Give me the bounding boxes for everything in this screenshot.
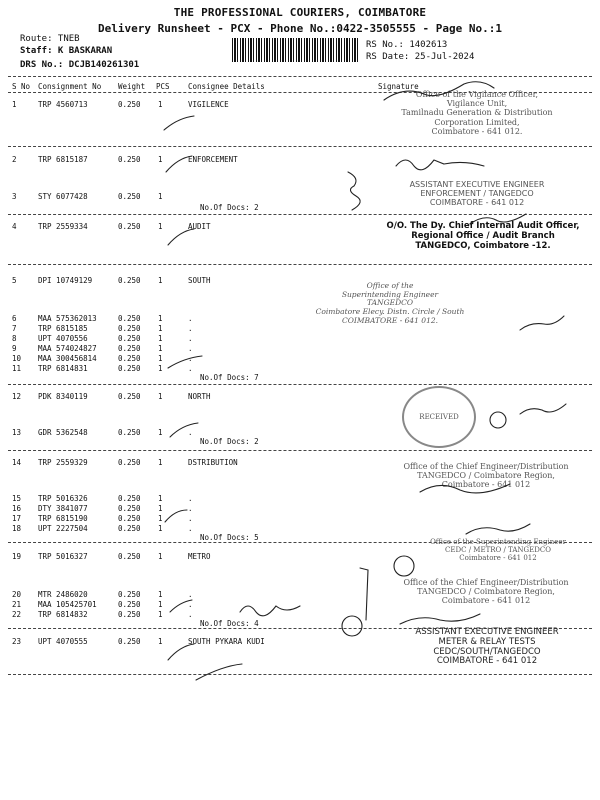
row-consignment: DTY 3841077 [38, 504, 88, 513]
row-sno: 1 [12, 100, 17, 109]
circle-mark [342, 616, 362, 636]
stamp-line: Office of the Chief Engineer/Distribution [403, 462, 569, 471]
row-consignment: TRP 2559334 [38, 222, 88, 231]
group-divider [8, 146, 592, 147]
stamp-chief-engineer-2 [376, 578, 596, 606]
docs-count: No.Of Docs: 7 [200, 373, 259, 382]
row-consignment: MAA 300456814 [38, 354, 97, 363]
row-consignment: TRP 6814832 [38, 610, 88, 619]
row-consignment: TRP 4560713 [38, 100, 88, 109]
row-pcs: 1 [158, 428, 163, 437]
row-weight: 0.250 [118, 504, 141, 513]
row-weight: 0.250 [118, 524, 141, 533]
row-sno: 3 [12, 192, 17, 201]
stamp-line: TANGEDCO / Coimbatore Region, [417, 587, 555, 597]
row-pcs: 1 [158, 192, 163, 201]
row-consignee: METRO [188, 552, 211, 561]
row-weight: 0.250 [118, 344, 141, 353]
row-consignee: SOUTH PYKARA KUDI [188, 637, 265, 646]
row-weight: 0.250 [118, 276, 141, 285]
signature-scrawl [400, 614, 480, 624]
row-consignment: STY 6077428 [38, 192, 88, 201]
docs-count: No.Of Docs: 5 [200, 533, 259, 542]
row-consignment: TRP 5016326 [38, 494, 88, 503]
route: Route: TNEB [20, 34, 80, 44]
stamp-line: Office of the Superintending Engineer [430, 538, 566, 546]
row-sno: 20 [12, 590, 22, 599]
stamp-audit [372, 222, 594, 251]
staff: Staff: K BASKARAN [20, 46, 113, 56]
stamp-line: Office of the Vigilance Officer, [415, 90, 539, 99]
row-consignment: UPT 4070555 [38, 637, 88, 646]
row-consignment: MAA 575362013 [38, 314, 97, 323]
stamp-line: ENFORCEMENT / TANGEDCO [420, 189, 534, 199]
col-consignee: Consignee Details [188, 82, 265, 91]
row-weight: 0.250 [118, 392, 141, 401]
row-weight: 0.250 [118, 494, 141, 503]
group-divider [8, 214, 592, 215]
row-weight: 0.250 [118, 637, 141, 646]
row-weight: 0.250 [118, 600, 141, 609]
row-pcs: 1 [158, 504, 163, 513]
stamp-line: Tamilnadu Generation & Distribution [401, 108, 553, 118]
stamp-line: CEDC / METRO / TANGEDCO [445, 546, 551, 555]
tick-mark [170, 423, 198, 437]
tick-mark [196, 664, 242, 680]
row-consignment: TRP 6814831 [38, 364, 88, 373]
row-pcs: 1 [158, 155, 163, 164]
row-pcs: 1 [158, 458, 163, 467]
row-sno: 12 [12, 392, 22, 401]
stamp-line: O/O. The Dy. Chief Internal Audit Officer, [386, 221, 580, 231]
col-weight: Weight [118, 82, 146, 91]
stamp-line: Office of the Chief Engineer/Distribution [403, 578, 569, 587]
col-signature: Signature [378, 82, 419, 91]
row-consignment: DPI 10749129 [38, 276, 93, 285]
row-pcs: 1 [158, 514, 163, 523]
row-consignee: . [188, 354, 193, 363]
docs-count: No.Of Docs: 4 [200, 619, 259, 628]
row-sno: 21 [12, 600, 22, 609]
stamp-line: Superintending Engineer [341, 289, 439, 299]
row-consignment: PDK 8340119 [38, 392, 88, 401]
row-pcs: 1 [158, 276, 163, 285]
drs-number: DRS No.: DCJB140261301 [20, 60, 140, 70]
stamp-line: ASSISTANT EXECUTIVE ENGINEER [409, 180, 545, 189]
brace-mark [348, 172, 360, 210]
row-sno: 16 [12, 504, 22, 513]
row-consignee: . [188, 524, 193, 533]
row-weight: 0.250 [118, 334, 141, 343]
row-consignment: TRP 6815190 [38, 514, 88, 523]
bracket-mark [360, 568, 368, 620]
row-consignee: . [188, 600, 193, 609]
signature-scrawl [396, 160, 484, 170]
row-pcs: 1 [158, 590, 163, 599]
row-consignment: TRP 2559329 [38, 458, 88, 467]
row-sno: 7 [12, 324, 17, 333]
row-consignment: UPT 2227504 [38, 524, 88, 533]
row-pcs: 1 [158, 524, 163, 533]
row-pcs: 1 [158, 637, 163, 646]
row-consignment: MTR 2486020 [38, 590, 88, 599]
tick-mark [168, 229, 194, 245]
row-consignee: . [188, 364, 193, 373]
row-consignee: ENFORCEMENT [188, 155, 238, 164]
row-weight: 0.250 [118, 314, 141, 323]
group-divider [8, 674, 592, 675]
row-consignee: . [188, 324, 193, 333]
stamp-metro [400, 538, 596, 562]
row-consignee: DSTRIBUTION [188, 458, 238, 467]
row-pcs: 1 [158, 344, 163, 353]
row-pcs: 1 [158, 600, 163, 609]
row-consignee: . [188, 428, 193, 437]
tick-mark [164, 116, 194, 130]
runsheet-title: Delivery Runsheet - PCX - Phone No.:0422-3505555 - Page No.:1 [98, 22, 502, 35]
row-sno: 13 [12, 428, 22, 437]
tick-mark [168, 356, 202, 368]
row-consignee: . [188, 504, 193, 513]
row-sno: 2 [12, 155, 17, 164]
stamp-received [402, 386, 476, 448]
row-sno: 4 [12, 222, 17, 231]
row-weight: 0.250 [118, 514, 141, 523]
divider [8, 76, 592, 77]
row-weight: 0.250 [118, 552, 141, 561]
row-sno: 8 [12, 334, 17, 343]
stamp-line: TANGEDCO / Coimbatore Region, [417, 471, 555, 481]
stamp-chief-engineer [376, 462, 596, 490]
row-consignee: . [188, 494, 193, 503]
stamp-line: TANGEDCO [367, 298, 413, 308]
stamp-line: CEDC/SOUTH/TANGEDCO [433, 646, 541, 657]
row-pcs: 1 [158, 364, 163, 373]
row-pcs: 1 [158, 610, 163, 619]
row-pcs: 1 [158, 334, 163, 343]
row-sno: 10 [12, 354, 22, 363]
col-consignment: Consignment No [38, 82, 102, 91]
row-consignment: TRP 5016327 [38, 552, 88, 561]
row-weight: 0.250 [118, 590, 141, 599]
tick-mark [165, 510, 187, 522]
row-consignment: TRP 6815187 [38, 155, 88, 164]
row-sno: 23 [12, 637, 22, 646]
row-sno: 17 [12, 514, 22, 523]
row-consignee: SOUTH [188, 276, 211, 285]
row-sno: 9 [12, 344, 17, 353]
row-weight: 0.250 [118, 354, 141, 363]
stamp-line: COIMBATORE - 641 012 [429, 198, 525, 208]
row-weight: 0.250 [118, 458, 141, 467]
rs-date: RS Date: 25-Jul-2024 [366, 52, 475, 62]
row-pcs: 1 [158, 354, 163, 363]
row-weight: 0.250 [118, 100, 141, 109]
row-consignment: MAA 574024827 [38, 344, 97, 353]
signature-scrawl [520, 316, 564, 330]
row-sno: 19 [12, 552, 22, 561]
row-consignee: . [188, 590, 193, 599]
signature-scrawl [240, 606, 300, 616]
stamp-line: Corporation Limited, [434, 117, 520, 127]
stamp-line: METER & RELAY TESTS [438, 636, 536, 647]
group-divider [8, 264, 592, 265]
row-weight: 0.250 [118, 364, 141, 373]
barcode [232, 38, 358, 62]
stamp-line: Coimbatore - 641 012. [431, 126, 523, 136]
row-sno: 11 [12, 364, 22, 373]
row-consignee: . [188, 610, 193, 619]
group-divider [8, 450, 592, 451]
row-consignee: VIGILENCE [188, 100, 229, 109]
row-sno: 15 [12, 494, 22, 503]
row-consignee: NORTH [188, 392, 211, 401]
row-weight: 0.250 [118, 155, 141, 164]
row-weight: 0.250 [118, 222, 141, 231]
docs-count: No.Of Docs: 2 [200, 203, 259, 212]
stamp-line: Regional Office / Audit Branch [411, 230, 555, 241]
stamp-line: COIMBATORE - 641 012 [436, 656, 538, 667]
col-sno: S No [12, 82, 31, 91]
row-sno: 6 [12, 314, 17, 323]
row-weight: 0.250 [118, 324, 141, 333]
row-consignment: UPT 4070556 [38, 334, 88, 343]
row-pcs: 1 [158, 494, 163, 503]
row-pcs: 1 [158, 392, 163, 401]
stamp-line: ASSISTANT EXECUTIVE ENGINEER [415, 627, 559, 637]
row-consignee: . [188, 314, 193, 323]
row-pcs: 1 [158, 324, 163, 333]
signature-scrawl [520, 404, 566, 414]
row-sno: 5 [12, 276, 17, 285]
rs-number: RS No.: 1402613 [366, 40, 448, 50]
stamp-line: Office of the [366, 281, 414, 290]
row-consignee: . [188, 334, 193, 343]
stamp-line: COIMBATORE - 641 012. [341, 315, 439, 325]
row-consignment: MAA 105425701 [38, 600, 97, 609]
row-pcs: 1 [158, 314, 163, 323]
stamp-vigilance [372, 90, 582, 136]
row-consignment: GDR 5362548 [38, 428, 88, 437]
row-sno: 14 [12, 458, 22, 467]
stamp-line: Coimbatore - 641 012 [441, 596, 531, 606]
stamp-superintending [290, 282, 490, 325]
stamp-meter-relay [380, 628, 594, 667]
row-sno: 22 [12, 610, 22, 619]
row-sno: 18 [12, 524, 22, 533]
group-divider [8, 384, 592, 385]
row-weight: 0.250 [118, 192, 141, 201]
row-consignee: . [188, 344, 193, 353]
row-pcs: 1 [158, 222, 163, 231]
row-weight: 0.250 [118, 610, 141, 619]
row-consignment: TRP 6815185 [38, 324, 88, 333]
stamp-line: Coimbatore Elecy. Distn. Circle / South [315, 306, 465, 316]
stamp-line: Coimbatore - 641 012 [441, 480, 531, 490]
row-consignee: . [188, 514, 193, 523]
tick-mark [168, 644, 194, 660]
circle-mark [490, 412, 506, 428]
docs-count: No.Of Docs: 2 [200, 437, 259, 446]
row-pcs: 1 [158, 100, 163, 109]
signature-scrawl [466, 524, 530, 534]
stamp-line: RECEIVED [419, 412, 459, 421]
company-name: THE PROFESSIONAL COURIERS, COIMBATORE [173, 6, 427, 19]
row-consignee: AUDIT [188, 222, 211, 231]
row-pcs: 1 [158, 552, 163, 561]
row-weight: 0.250 [118, 428, 141, 437]
stamp-line: Vigilance Unit, [446, 99, 508, 109]
stamp-line: Coimbatore - 641 012 [459, 554, 537, 563]
stamp-enforcement [372, 180, 582, 208]
stamp-line: TANGEDCO, Coimbatore -12. [415, 240, 551, 251]
col-pcs: PCS [156, 82, 170, 91]
